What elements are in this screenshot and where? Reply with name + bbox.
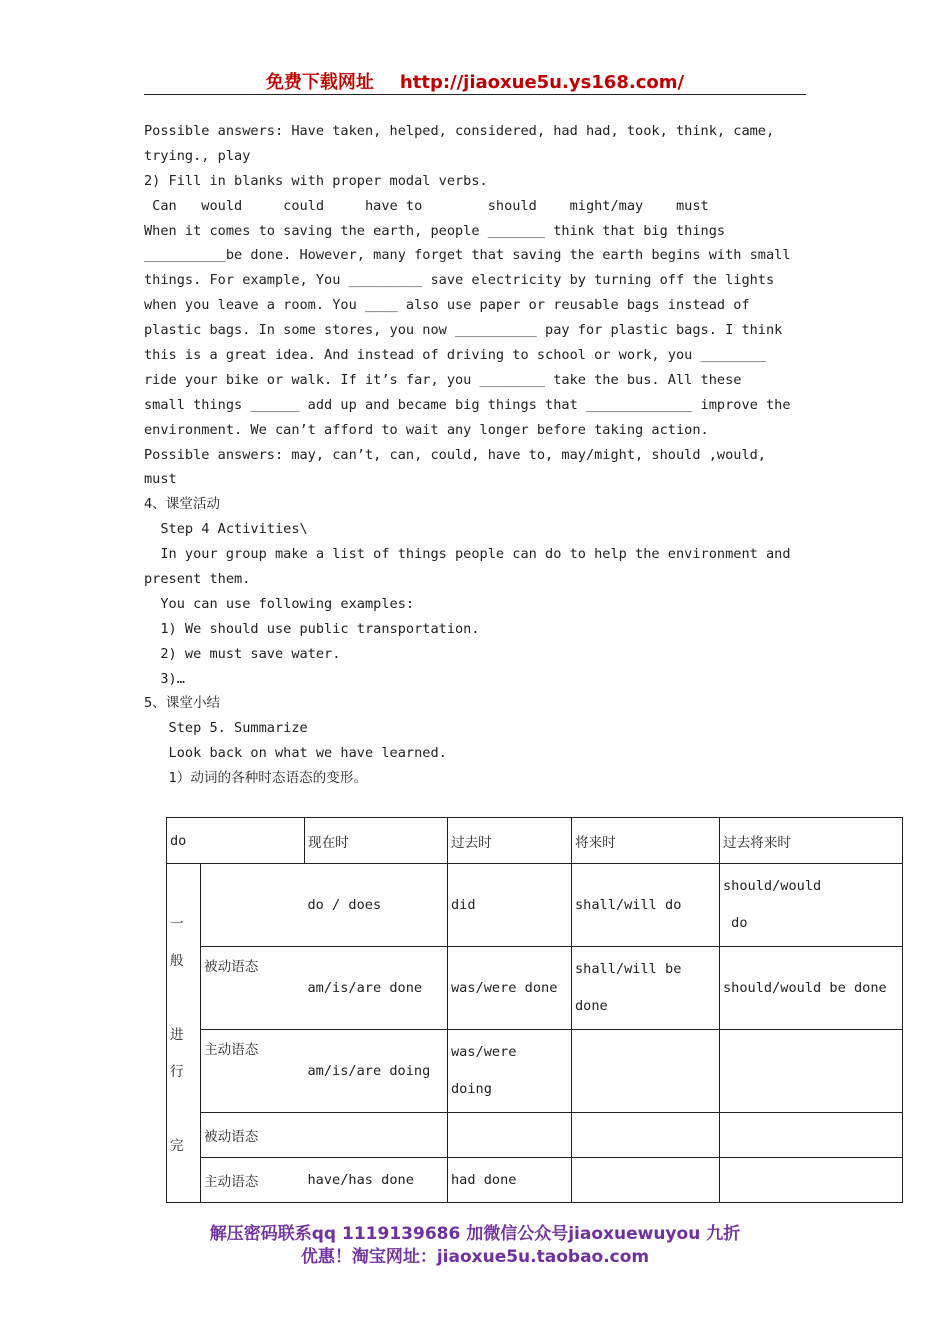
lesson-body <box>144 119 812 791</box>
future-in-past-cell: should/would be done <box>720 947 903 1030</box>
text-line: when you leave a room. You ____ also use paper or reusable bags instead of <box>144 297 750 314</box>
text-line: present them. <box>144 571 251 588</box>
table-row <box>167 947 903 1030</box>
present-cell: am/is/are done <box>305 947 448 1030</box>
text-line: Step 4 Activities\ <box>144 521 308 538</box>
page-header <box>144 68 806 95</box>
header-cell-future-in-past: 过去将来时 <box>720 818 903 864</box>
table-row <box>167 1158 903 1203</box>
footer-line-2: 优惠！淘宝网址：jiaoxue5u.taobao.com <box>300 1247 650 1267</box>
text-line: Step 5. Summarize <box>144 720 308 737</box>
future-cell <box>572 1113 720 1158</box>
table-row <box>167 1113 903 1158</box>
table-header-row <box>167 818 903 864</box>
table-row <box>167 864 903 947</box>
text-line: 1）动词的各种时态语态的变形。 <box>144 770 368 787</box>
voice-cell: 被动语态 <box>201 1113 305 1158</box>
future-in-past-cell: should/would do <box>720 864 903 947</box>
future-cell <box>572 1030 720 1113</box>
past-cell: did <box>448 864 572 947</box>
voice-cell <box>201 864 305 947</box>
voice-cell: 被动语态 <box>201 947 305 1030</box>
section-heading: 4、课堂活动 <box>144 496 221 513</box>
present-cell <box>305 1113 448 1158</box>
text-line: environment. We can’t afford to wait any longer before taking action. <box>144 421 709 438</box>
text-line: 2) we must save water. <box>144 645 341 662</box>
header-cell-past: 过去时 <box>448 818 572 864</box>
text-line: In your group make a list of things people can do to help the environment and <box>144 546 791 563</box>
past-cell: was/were done <box>448 947 572 1030</box>
text-line: You can use following examples: <box>144 595 415 612</box>
future-in-past-cell <box>720 1030 903 1113</box>
voice-cell: 主动语态 <box>201 1030 305 1113</box>
future-cell: shall/will be done <box>572 947 720 1030</box>
text-line: Possible answers: may, can’t, can, could, have to, may/might, should ,would, <box>144 446 766 463</box>
text-line: trying., play <box>144 147 251 164</box>
present-cell: am/is/are doing <box>305 1030 448 1113</box>
text-line: plastic bags. In some stores, you now __________ pay for plastic bags. I think <box>144 322 783 339</box>
future-cell <box>572 1158 720 1203</box>
text-line: __________be done. However, many forget that saving the earth begins with small <box>144 247 791 264</box>
text-line: 3)… <box>144 670 185 687</box>
future-cell: shall/will do <box>572 864 720 947</box>
present-cell: have/has done <box>305 1158 448 1203</box>
header-cell-do: do <box>167 818 305 864</box>
group-label-cell: 一 般 进 行 完 <box>167 864 201 1203</box>
text-line: small things ______ add up and became big things that _____________ improve the <box>144 396 791 413</box>
text-line: things. For example, You _________ save electricity by turning off the lights <box>144 272 775 289</box>
text-line: 1) We should use public transportation. <box>144 620 480 637</box>
table-row <box>167 1030 903 1113</box>
voice-cell: 主动语态 <box>201 1158 305 1203</box>
past-cell: had done <box>448 1158 572 1203</box>
footer-line-1: 解压密码联系qq 1119139686 加微信公众号jiaoxuewuyou 九折 <box>209 1224 741 1244</box>
future-in-past-cell <box>720 1158 903 1203</box>
text-line: this is a great idea. And instead of driving to school or work, you ________ <box>144 347 766 364</box>
past-cell: was/were doing <box>448 1030 572 1113</box>
tense-table <box>166 817 903 1203</box>
text-line: Look back on what we have learned. <box>144 745 447 762</box>
header-url-link[interactable]: http://jiaoxue5u.ys168.com/ <box>399 72 685 93</box>
header-site-label: 免费下载网址 <box>265 72 374 93</box>
section-heading: 5、课堂小结 <box>144 695 221 712</box>
past-cell <box>448 1113 572 1158</box>
text-line: ride your bike or walk. If it’s far, you ________ take the bus. All these <box>144 371 742 388</box>
text-line: must <box>144 471 177 488</box>
header-cell-present: 现在时 <box>305 818 448 864</box>
text-line: Can would could have to should might/may must <box>144 197 709 214</box>
text-line: Possible answers: Have taken, helped, considered, had had, took, think, came, <box>144 123 775 139</box>
text-line: When it comes to saving the earth, people _______ think that big things <box>144 222 726 239</box>
present-cell: do / does <box>305 864 448 947</box>
header-cell-future: 将来时 <box>572 818 720 864</box>
future-in-past-cell <box>720 1113 903 1158</box>
text-line: 2) Fill in blanks with proper modal verbs. <box>144 172 488 189</box>
